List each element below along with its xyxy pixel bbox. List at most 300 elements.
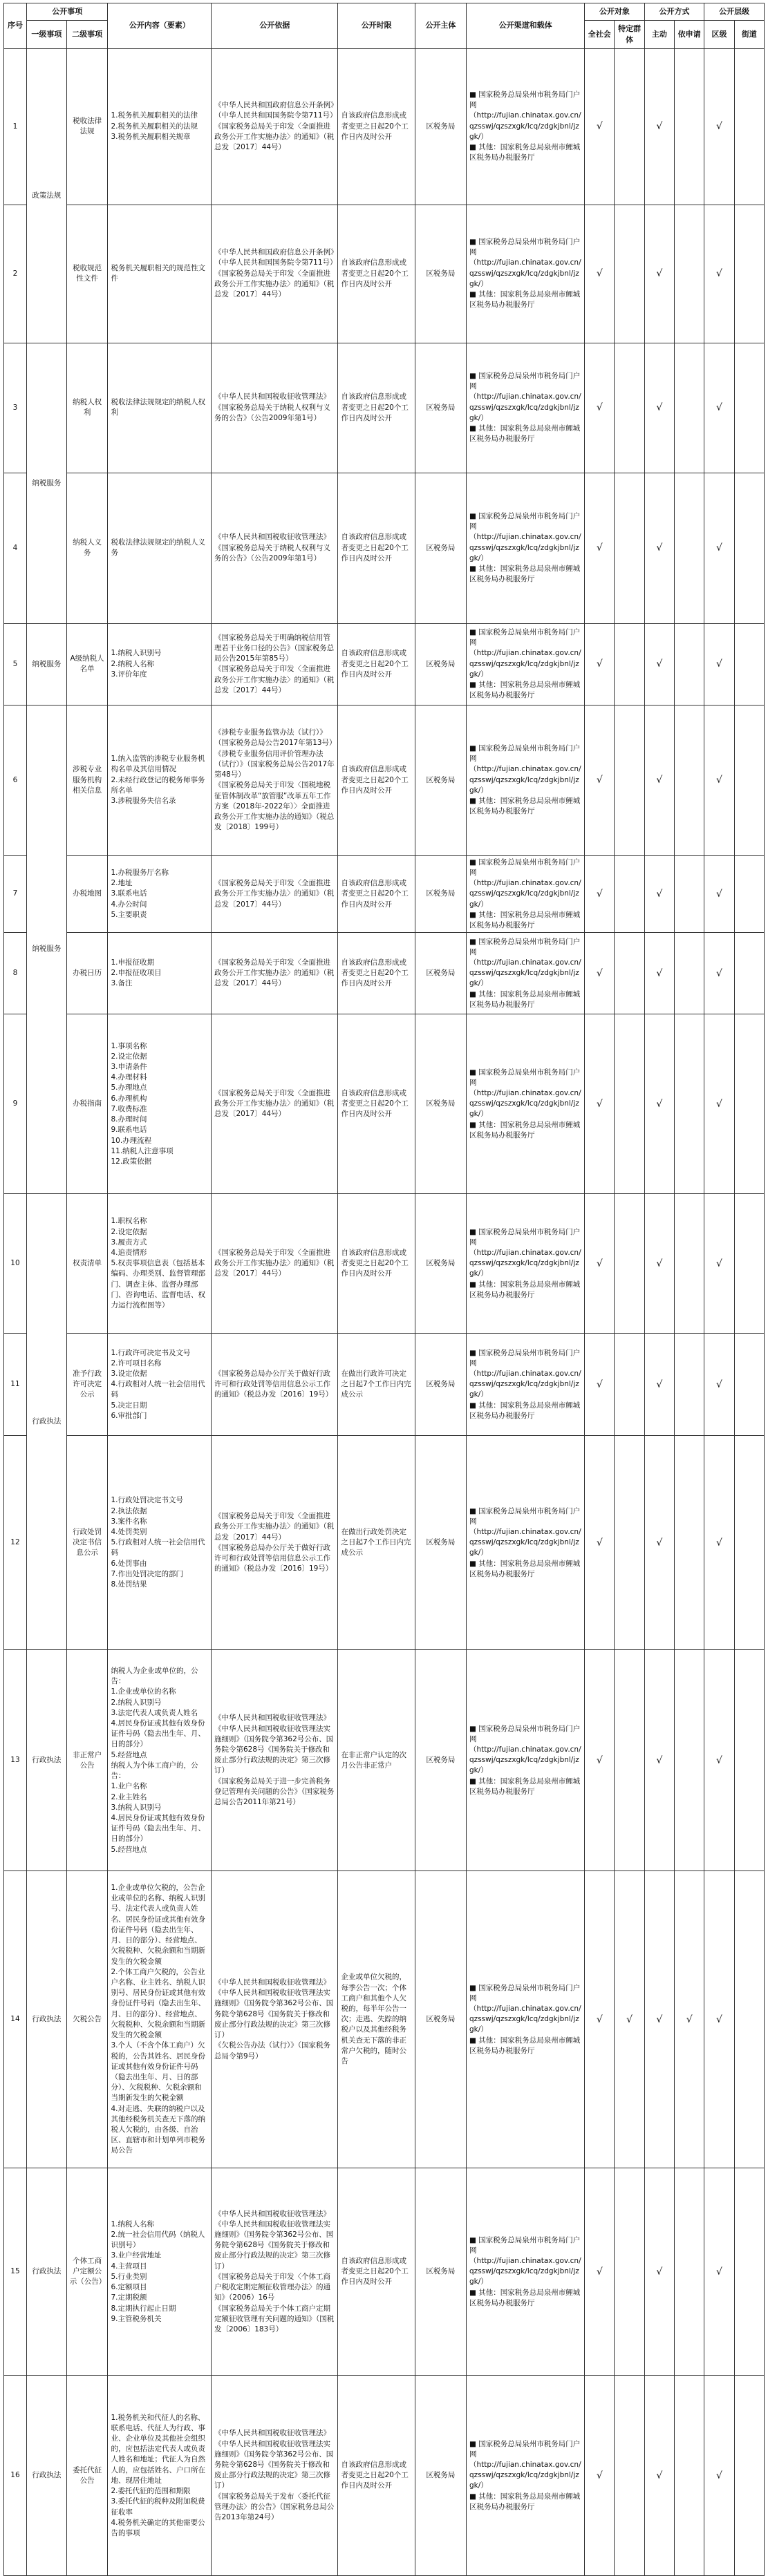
- period-cell: 自该政府信息形成或者变更之日起20个工作日内及时公开: [338, 1014, 415, 1194]
- basis-cell: [211, 473, 338, 623]
- row-number: 5: [4, 623, 27, 705]
- level2-matter: 欠税公告: [66, 1871, 108, 2168]
- basis-line: 《国家税务总局关于纳税人权利与义务的公告》（公告2009年第1号）: [214, 543, 330, 562]
- check-active: √: [644, 855, 674, 933]
- subject-cell: 区税务局: [415, 1436, 466, 1650]
- channel-line: ■ 国家税务总局泉州市税务局门户网: [469, 91, 581, 110]
- subject-cell: 区税务局: [415, 623, 466, 705]
- row-number: 15: [4, 2168, 27, 2376]
- channel-line: （http://fujian.chinatax.gov.cn/qzsswj/qzszxgk/lcq/zdgkjbnl/jzgk/）: [469, 258, 581, 288]
- check-active: √: [644, 1194, 674, 1334]
- check-specific: [615, 855, 644, 933]
- table-row: [4, 623, 765, 705]
- basis-line: 《国家税务总局关于印发〈个体工商户税收定期定额征收管理办法〉的通知》（2006）16号: [214, 2272, 330, 2302]
- table-row: [4, 343, 765, 473]
- level2-matter: 准予行政许可决定公示: [66, 1334, 108, 1436]
- content-line: 9.主管税务机关: [111, 2314, 162, 2323]
- channel-line: ■ 其他：国家税务总局泉州市鲤城区税务局办税服务厅: [469, 143, 581, 162]
- channel-line: （http://fujian.chinatax.gov.cn/qzsswj/qzszxgk/lcq/zdgkjbnl/jzgk/）: [469, 1370, 581, 1399]
- content-line: 8.办理时间: [111, 1115, 147, 1124]
- content-cell: [108, 1014, 211, 1194]
- content-line: 1.税务机关和代征人的名称、联系电话、代征人为行政、事业、企业单位及其他社会组织的，应包括法定代表人或负责人姓名和地址；代征人为自然人的，应包括姓名、户口所在地、现居住地址: [111, 2413, 205, 2485]
- channel-line: ■ 国家税务总局泉州市税务局门户网: [469, 238, 581, 257]
- content-line: 7.作出处罚决定的部门: [111, 1569, 184, 1578]
- channel-line: （http://fujian.chinatax.gov.cn/qzsswj/qzszxgk/lcq/zdgkjbnl/jzgk/）: [469, 1089, 581, 1119]
- content-line: 1.纳税人识别号: [111, 649, 162, 658]
- channel-cell: [467, 933, 585, 1014]
- level1-matter: 行政执法: [26, 2168, 66, 2376]
- subject-cell: 区税务局: [415, 1334, 466, 1436]
- check-county: √: [704, 1194, 734, 1334]
- basis-cell: [211, 2168, 338, 2376]
- basis-line: 《中华人民共和国税收征收管理法实施细则》（国务院令第362号公布、国务院令第628号《国务院关于修改和废止部分行政法规的决定》第三次修订）: [214, 1724, 334, 1775]
- basis-line: 《国家税务总局关于纳税人权利与义务的公告》（公告2009年第1号）: [214, 403, 330, 422]
- content-line: 3.设定依据: [111, 1370, 147, 1379]
- content-line: 9.联系电话: [111, 1126, 147, 1135]
- content-line: 3.业户经营地址: [111, 2251, 162, 2260]
- check-county: √: [704, 623, 734, 705]
- channel-line: ■ 其他：国家税务总局泉州市鲤城区税务局办税服务厅: [469, 989, 581, 1009]
- channel-line: ■ 其他：国家税务总局泉州市鲤城区税务局办税服务厅: [469, 2288, 581, 2307]
- content-cell: [108, 855, 211, 933]
- channel-line: （http://fujian.chinatax.gov.cn/qzsswj/qzszxgk/lcq/zdgkjbnl/jzgk/）: [469, 533, 581, 562]
- row-number: 14: [4, 1871, 27, 2168]
- channel-line: ■ 其他：国家税务总局泉州市鲤城区税务局办税服务厅: [469, 424, 581, 444]
- check-specific: [615, 1014, 644, 1194]
- content-line: 4.办理材料: [111, 1073, 147, 1082]
- subject-cell: 区税务局: [415, 1014, 466, 1194]
- content-line: 1.事项名称: [111, 1041, 147, 1050]
- level2-matter: 税收法律法规: [66, 48, 108, 205]
- check-apply: [675, 1334, 704, 1436]
- check-apply: [675, 48, 704, 205]
- content-line: 4.行政相对人统一社会信用代码: [111, 1380, 205, 1399]
- content-cell: [108, 1194, 211, 1334]
- table-row: [4, 1871, 765, 2168]
- header-active: 主动: [644, 20, 674, 48]
- channel-line: ■ 国家税务总局泉州市税务局门户网: [469, 1724, 581, 1743]
- check-active: √: [644, 2168, 674, 2376]
- channel-line: ■ 其他：国家税务总局泉州市鲤城区税务局办税服务厅: [469, 565, 581, 584]
- channel-line: （http://fujian.chinatax.gov.cn/qzsswj/qzszxgk/lcq/zdgkjbnl/jzgk/）: [469, 2257, 581, 2286]
- table-row: [4, 1650, 765, 1871]
- channel-cell: [467, 1194, 585, 1334]
- level2-matter: 个体工商户定额公示（公告）: [66, 2168, 108, 2376]
- check-apply: [675, 343, 704, 473]
- channel-line: （http://fujian.chinatax.gov.cn/qzsswj/qzszxgk/lcq/zdgkjbnl/jzgk/）: [469, 879, 581, 909]
- channel-line: ■ 国家税务总局泉州市税务局门户网: [469, 1227, 581, 1247]
- header-level: 公开层级: [704, 3, 765, 21]
- content-line: 1.办税服务厅名称: [111, 869, 169, 878]
- content-line: 5.决定日期: [111, 1401, 147, 1410]
- content-cell: [108, 933, 211, 1014]
- channel-line: ■ 国家税务总局泉州市税务局门户网: [469, 937, 581, 956]
- check-street: [734, 473, 764, 623]
- check-all: √: [585, 1334, 615, 1436]
- basis-cell: [211, 855, 338, 933]
- content-line: 6.定额项目: [111, 2283, 147, 2292]
- content-line: 2.个体工商户欠税的，公告业户名称、业主姓名、纳税人识别号、居民身份证或其他有效身份证件号码（隐去出生年、月、日的部分）、经营地点、欠税税种、欠税余额和当期新发生的欠税金额: [111, 1967, 205, 2040]
- level1-matter: 纳税服务: [26, 343, 66, 623]
- channel-line: ■ 其他：国家税务总局泉州市鲤城区税务局办税服务厅: [469, 2492, 581, 2511]
- check-specific: [615, 1194, 644, 1334]
- check-specific: [615, 1650, 644, 1871]
- table-row: [4, 2376, 765, 2576]
- header-method: 公开方式: [644, 3, 704, 21]
- level2-matter: 税收规范性文件: [66, 205, 108, 343]
- check-specific: [615, 933, 644, 1014]
- basis-cell: [211, 1194, 338, 1334]
- check-county: √: [704, 1334, 734, 1436]
- channel-line: ■ 其他：国家税务总局泉州市鲤城区税务局办税服务厅: [469, 290, 581, 310]
- check-specific: √: [615, 1871, 644, 2168]
- header-matters: 公开事项: [26, 3, 108, 21]
- channel-line: ■ 其他：国家税务总局泉州市鲤城区税务局办税服务厅: [469, 1777, 581, 1796]
- check-active: √: [644, 705, 674, 855]
- basis-cell: [211, 48, 338, 205]
- check-active: √: [644, 2376, 674, 2576]
- content-line: 11.纳税人注意事项: [111, 1146, 174, 1155]
- check-all: √: [585, 705, 615, 855]
- basis-line: 《欠税公告办法（试行）》（国家税务总局令第9号）: [214, 2041, 330, 2061]
- content-line: 5.经营地点: [111, 1750, 147, 1759]
- subject-cell: 区税务局: [415, 1871, 466, 2168]
- period-cell: 自该政府信息形成或者变更之日起20个工作日内及时公开: [338, 343, 415, 473]
- check-county: √: [704, 1436, 734, 1650]
- period-cell: 自该政府信息形成或者变更之日起20个工作日内及时公开: [338, 933, 415, 1014]
- basis-line: 《国家税务总局关于印发〈全面推进政务公开工作实施办法〉的通知》（税总发〔2017〕44号）: [214, 958, 335, 988]
- content-line: 5.行政相对人统一社会信用代码: [111, 1538, 205, 1557]
- check-apply: [675, 1650, 704, 1871]
- check-specific: [615, 205, 644, 343]
- basis-cell: [211, 1014, 338, 1194]
- basis-line: 《国家税务总局关于印发〈全面推进政务公开工作实施办法〉的通知》（税总发〔2017〕44号）: [214, 122, 335, 152]
- basis-line: 《国家税务总局关于进一步完善税务登记管理有关问题的公告》（国家税务总局公告2011年第21号）: [214, 1777, 335, 1807]
- channel-line: ■ 国家税务总局泉州市税务局门户网: [469, 1983, 581, 2002]
- check-street: [734, 2376, 764, 2576]
- basis-line: 《中华人民共和国税收征收管理法实施细则》（国务院令第362号公布、国务院令第628号《国务院关于修改和废止部分行政法规的决定》第三次修订）: [214, 2219, 334, 2271]
- subject-cell: 区税务局: [415, 2376, 466, 2576]
- content-cell: [108, 1871, 211, 2168]
- content-line: 8.定期执行起止日期: [111, 2304, 176, 2313]
- basis-line: 《国家税务总局关于印发〈全面推进政务公开工作实施办法〉的通知》（税总发〔2017〕44号）: [214, 879, 335, 909]
- subject-cell: 区税务局: [415, 1194, 466, 1334]
- content-line: 4.税务机关确定的其他需要公告的事项: [111, 2518, 205, 2537]
- channel-line: ■ 国家税务总局泉州市税务局门户网: [469, 512, 581, 531]
- check-street: [734, 2168, 764, 2376]
- table-row: [4, 1334, 765, 1436]
- basis-line: 《中华人民共和国税收征收管理法》: [214, 533, 330, 542]
- table-row: [4, 1436, 765, 1650]
- channel-line: ■ 国家税务总局泉州市税务局门户网: [469, 372, 581, 391]
- channel-line: （http://fujian.chinatax.gov.cn/qzsswj/qzszxgk/lcq/zdgkjbnl/jzgk/）: [469, 1249, 581, 1278]
- check-specific: [615, 343, 644, 473]
- channel-line: ■ 国家税务总局泉州市税务局门户网: [469, 1068, 581, 1087]
- content-line: 7.定期税额: [111, 2293, 147, 2302]
- content-line: 纳税人为个体工商户的，公告：: [111, 1761, 198, 1781]
- disclosure-table: [3, 3, 765, 2576]
- content-line: 2.纳税人名称: [111, 659, 155, 668]
- channel-cell: [467, 1436, 585, 1650]
- header-basis: 公开依据: [211, 3, 338, 49]
- check-street: [734, 855, 764, 933]
- check-county: √: [704, 2168, 734, 2376]
- check-county: √: [704, 933, 734, 1014]
- content-cell: [108, 705, 211, 855]
- check-apply: [675, 705, 704, 855]
- header-seq: 序号: [4, 3, 27, 49]
- content-line: 4.主营项目: [111, 2262, 147, 2271]
- subject-cell: 区税务局: [415, 205, 466, 343]
- check-street: [734, 1436, 764, 1650]
- basis-cell: [211, 343, 338, 473]
- check-all: √: [585, 1436, 615, 1650]
- check-county: √: [704, 855, 734, 933]
- table-row: [4, 1014, 765, 1194]
- level2-matter: 非正常户公告: [66, 1650, 108, 1871]
- channel-line: ■ 其他：国家税务总局泉州市鲤城区税务局办税服务厅: [469, 1401, 581, 1420]
- check-street: [734, 1334, 764, 1436]
- content-line: 2.委托代征的范围和期限: [111, 2487, 191, 2496]
- content-line: 10.办理流程: [111, 1136, 152, 1145]
- channel-line: （http://fujian.chinatax.gov.cn/qzsswj/qzszxgk/lcq/zdgkjbnl/jzgk/）: [469, 1528, 581, 1557]
- content-line: 6.审批部门: [111, 1411, 147, 1420]
- table-row: [4, 48, 765, 205]
- channel-cell: [467, 205, 585, 343]
- content-cell: [108, 1650, 211, 1871]
- level1-matter: 政策法规: [26, 48, 66, 343]
- level1-matter: 行政执法: [26, 2376, 66, 2576]
- content-line: 3.纳税人识别号: [111, 1803, 162, 1812]
- check-active: √: [644, 343, 674, 473]
- period-cell: 自该政府信息形成或者变更之日起20个工作日内及时公开: [338, 48, 415, 205]
- check-county: √: [704, 343, 734, 473]
- check-all: √: [585, 2168, 615, 2376]
- content-line: 2.许可项目名称: [111, 1358, 162, 1367]
- content-line: 税收法律法规规定的纳税人义务: [111, 538, 205, 558]
- basis-cell: [211, 623, 338, 705]
- subject-cell: 区税务局: [415, 1650, 466, 1871]
- basis-line: 《中华人民共和国税收征收管理法》: [214, 392, 330, 401]
- check-county: √: [704, 48, 734, 205]
- content-line: 3.税务机关履职相关规章: [111, 132, 191, 141]
- period-cell: 自该政府信息形成或者变更之日起20个工作日内及时公开: [338, 2168, 415, 2376]
- basis-cell: [211, 2376, 338, 2576]
- header-specific: 特定群体: [615, 20, 644, 48]
- channel-line: ■ 国家税务总局泉州市税务局门户网: [469, 2439, 581, 2459]
- basis-line: 《国家税务总局关于个体工商户定期定额征收管理有关问题的通知》（国税发〔2006〕183号）: [214, 2304, 335, 2333]
- content-line: 4.办公时间: [111, 900, 147, 909]
- content-line: 1.企业或单位的名称: [111, 1687, 176, 1696]
- check-active: √: [644, 205, 674, 343]
- check-active: √: [644, 933, 674, 1014]
- channel-line: ■ 国家税务总局泉州市税务局门户网: [469, 2235, 581, 2255]
- row-number: 6: [4, 705, 27, 855]
- check-active: √: [644, 1871, 674, 2168]
- row-number: 1: [4, 48, 27, 205]
- basis-line: 《国家税务总局关于印发〈全面推进政务公开工作实施办法〉的通知》（税总发〔2017〕44号）: [214, 1512, 335, 1542]
- channel-cell: [467, 2168, 585, 2376]
- channel-line: ■ 其他：国家税务总局泉州市鲤城区税务局办税服务厅: [469, 1120, 581, 1139]
- content-line: 税务机关履职相关的规范性文件: [111, 264, 205, 283]
- channel-line: ■ 国家税务总局泉州市税务局门户网: [469, 1348, 581, 1367]
- content-line: 1.业户名称: [111, 1782, 147, 1791]
- channel-line: ■ 其他：国家税务总局泉州市鲤城区税务局办税服务厅: [469, 681, 581, 700]
- content-line: 1.纳税人名称: [111, 2219, 155, 2228]
- row-number: 16: [4, 2376, 27, 2576]
- channel-line: ■ 其他：国家税务总局泉州市鲤城区税务局办税服务厅: [469, 1559, 581, 1578]
- level2-matter: 涉税专业服务机构相关信息: [66, 705, 108, 855]
- basis-line: 《中华人民共和国政府信息公开条例》（中华人民共和国国务院令第711号）: [214, 248, 337, 267]
- row-number: 9: [4, 1014, 27, 1194]
- level2-matter: 权责清单: [66, 1194, 108, 1334]
- subject-cell: 区税务局: [415, 343, 466, 473]
- check-active: √: [644, 473, 674, 623]
- content-line: 1.税务机关履职相关的法律: [111, 111, 198, 120]
- content-line: 2.设定依据: [111, 1052, 147, 1061]
- header-county: 区级: [704, 20, 734, 48]
- channel-cell: [467, 623, 585, 705]
- basis-line: 《中华人民共和国税收征收管理法》: [214, 1714, 330, 1723]
- basis-line: 《中华人民共和国政府信息公开条例》（中华人民共和国国务院令第711号）: [214, 101, 337, 120]
- check-street: [734, 1014, 764, 1194]
- content-cell: [108, 343, 211, 473]
- check-apply: [675, 1014, 704, 1194]
- channel-line: （http://fujian.chinatax.gov.cn/qzsswj/qzszxgk/lcq/zdgkjbnl/jzgk/）: [469, 1745, 581, 1775]
- check-all: √: [585, 2376, 615, 2576]
- content-line: 3.联系电话: [111, 889, 147, 898]
- check-county: √: [704, 1871, 734, 2168]
- basis-cell: [211, 1436, 338, 1650]
- channel-line: ■ 其他：国家税务总局泉州市鲤城区税务局办税服务厅: [469, 2036, 581, 2055]
- check-all: √: [585, 933, 615, 1014]
- header-subject: 公开主体: [415, 3, 466, 49]
- content-line: 3.委托代征的税种及附加税费征收率: [111, 2497, 205, 2517]
- level1-matter: 纳税服务: [26, 623, 66, 705]
- level2-matter: A级纳税人名单: [66, 623, 108, 705]
- subject-cell: 区税务局: [415, 705, 466, 855]
- row-number: 2: [4, 205, 27, 343]
- content-line: 5.办理地点: [111, 1083, 147, 1092]
- check-apply: [675, 855, 704, 933]
- basis-line: 《中华人民共和国税收征收管理法实施细则》（国务院令第362号公布、国务院令第628号《国务院关于修改和废止部分行政法规的决定》第三次修订）: [214, 2439, 334, 2490]
- check-street: [734, 1650, 764, 1871]
- channel-line: （http://fujian.chinatax.gov.cn/qzsswj/qzszxgk/lcq/zdgkjbnl/jzgk/）: [469, 111, 581, 141]
- basis-cell: [211, 705, 338, 855]
- check-county: √: [704, 205, 734, 343]
- channel-line: （http://fujian.chinatax.gov.cn/qzsswj/qzszxgk/lcq/zdgkjbnl/jzgk/）: [469, 392, 581, 422]
- content-cell: [108, 205, 211, 343]
- check-specific: [615, 2376, 644, 2576]
- header-channel: 公开渠道和载体: [467, 3, 585, 49]
- header-period: 公开时限: [338, 3, 415, 49]
- basis-line: 《国家税务总局办公厅关于做好行政许可和行政处罚等信用信息公示工作的通知》（税总办发〔2016〕19号）: [214, 1370, 333, 1399]
- table-row: [4, 473, 765, 623]
- channel-line: （http://fujian.chinatax.gov.cn/qzsswj/qzszxgk/lcq/zdgkjbnl/jzgk/）: [469, 2005, 581, 2034]
- content-line: 4.居民身份证或其他有效身份证件号码（隐去出生年、月、日的部分）: [111, 1813, 205, 1844]
- period-cell: 在非正常户认定的次月公告非正常户: [338, 1650, 415, 1871]
- check-all: √: [585, 623, 615, 705]
- channel-line: ■ 国家税务总局泉州市税务局门户网: [469, 1506, 581, 1526]
- period-cell: 在做出行政处罚决定之日起7个工作日内完成公示: [338, 1436, 415, 1650]
- content-line: 3.备注: [111, 979, 133, 988]
- content-cell: [108, 473, 211, 623]
- content-line: 5.行业类别: [111, 2272, 147, 2281]
- content-line: 3.评价年度: [111, 670, 147, 679]
- channel-line: ■ 其他：国家税务总局泉州市鲤城区税务局办税服务厅: [469, 797, 581, 816]
- subject-cell: 区税务局: [415, 48, 466, 205]
- content-cell: [108, 1436, 211, 1650]
- check-street: [734, 48, 764, 205]
- basis-line: 《国家税务总局关于印发〈国税地税征管体制改革“放管服”改革五年工作方案（2018年-2022年）〉全面推进政务公开工作实施办法的通知》（税总发〔2018〕199号）: [214, 781, 335, 832]
- table-row: [4, 2168, 765, 2376]
- check-apply: [675, 933, 704, 1014]
- basis-line: 《中华人民共和国税收征收管理法》: [214, 1978, 330, 1987]
- check-specific: [615, 1436, 644, 1650]
- row-number: 8: [4, 933, 27, 1014]
- content-line: 3.履责方式: [111, 1238, 147, 1247]
- content-line: 2.申报征收项目: [111, 969, 162, 978]
- row-number: 13: [4, 1650, 27, 1871]
- table-row: [4, 855, 765, 933]
- basis-line: 《国家税务总局关于印发〈全面推进政务公开工作实施办法〉的通知》（税总发〔2017〕44号）: [214, 1249, 335, 1278]
- check-apply: [675, 623, 704, 705]
- basis-cell: [211, 205, 338, 343]
- check-street: [734, 1871, 764, 2168]
- basis-line: 《中华人民共和国税收征收管理法》: [214, 2209, 330, 2218]
- header-target: 公开对象: [585, 3, 645, 21]
- content-cell: [108, 2376, 211, 2576]
- table-body: [4, 48, 765, 2576]
- content-line: 3.案件名称: [111, 1517, 147, 1526]
- check-all: √: [585, 1871, 615, 2168]
- check-active: √: [644, 1436, 674, 1650]
- content-cell: [108, 2168, 211, 2376]
- content-line: 6.办理机构: [111, 1094, 147, 1103]
- content-line: 纳税人为企业或单位的，公告：: [111, 1666, 198, 1686]
- period-cell: 自该政府信息形成或者变更之日起20个工作日内及时公开: [338, 623, 415, 705]
- level1-matter: 行政执法: [26, 1650, 66, 1871]
- content-line: 12.政策依据: [111, 1157, 152, 1166]
- check-specific: [615, 705, 644, 855]
- basis-cell: [211, 1650, 338, 1871]
- content-line: 5.主要职责: [111, 910, 147, 919]
- level1-matter: 行政执法: [26, 1194, 66, 1650]
- basis-line: 《国家税务总局关于印发〈全面推进政务公开工作实施办法〉的通知》（税总发〔2017〕44号）: [214, 665, 335, 694]
- check-specific: [615, 1334, 644, 1436]
- check-apply: [675, 2168, 704, 2376]
- header-street: 街道: [734, 20, 764, 48]
- check-specific: [615, 2168, 644, 2376]
- check-active: √: [644, 1334, 674, 1436]
- check-street: [734, 1194, 764, 1334]
- content-line: 4.处罚类别: [111, 1528, 147, 1537]
- content-line: 2.统一社会信用代码（纳税人识别号）: [111, 2230, 205, 2250]
- level1-matter: 行政执法: [26, 1871, 66, 2168]
- basis-line: 《涉税专业服务信用评价管理办法（试行）》（国家税务总局公告2017年第48号）: [214, 749, 335, 779]
- row-number: 4: [4, 473, 27, 623]
- check-street: [734, 623, 764, 705]
- basis-cell: [211, 1334, 338, 1436]
- content-line: 4.对走逃、失联的纳税户以及其他经税务机关查无下落的纳税人欠税的，由各级、自治区、直辖市和计划单列市税务局公告: [111, 2104, 205, 2155]
- content-line: 3.个人（不含个体工商户）欠税的，公告其姓名、居民身份证或其他有效身份证件号码（隐去出生年、月、日的部分）、欠税税种、欠税余额和当期新发生的欠税金额: [111, 2041, 205, 2103]
- content-line: 1.申报征收期: [111, 958, 155, 967]
- check-county: √: [704, 473, 734, 623]
- channel-line: （http://fujian.chinatax.gov.cn/qzsswj/qzszxgk/lcq/zdgkjbnl/jzgk/）: [469, 765, 581, 795]
- check-active: √: [644, 48, 674, 205]
- check-specific: [615, 473, 644, 623]
- check-all: √: [585, 343, 615, 473]
